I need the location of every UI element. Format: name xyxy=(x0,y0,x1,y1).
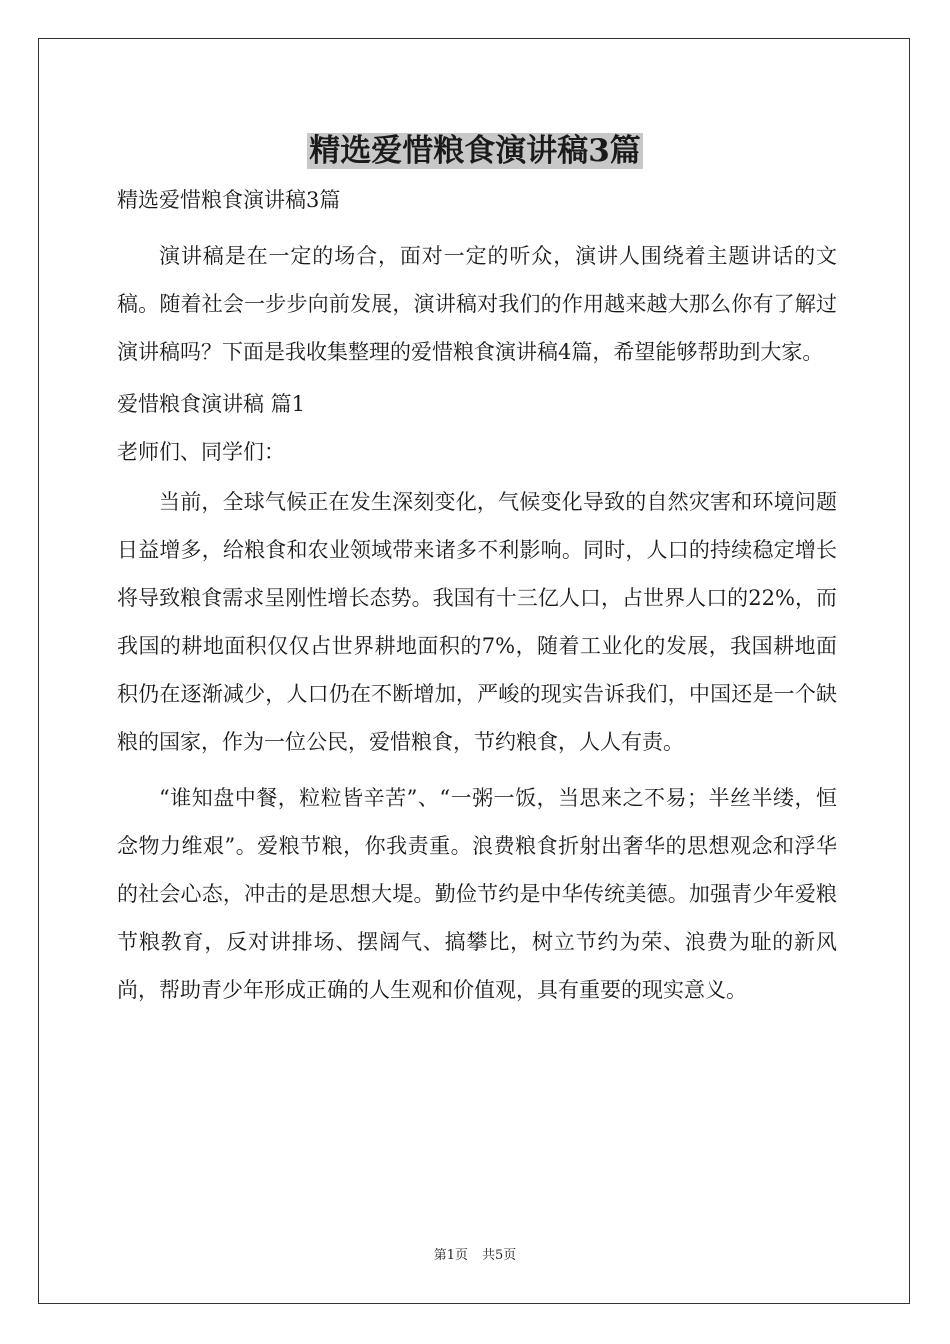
page-footer xyxy=(0,1246,950,1266)
intro-paragraph: 演讲稿是在一定的场合，面对一定的听众，演讲人围绕着主题讲话的文稿。随着社会一步步向前发展，演讲稿对我们的作用越来越大那么你有了解过演讲稿吗？下面是我收集整理的爱惜粮食演讲稿4篇，希望能够帮助到大家。 xyxy=(117,244,837,364)
page-number: 第1页 xyxy=(433,1248,468,1263)
body-paragraph-2: “谁知盘中餐，粒粒皆辛苦”、“一粥一饭，当思来之不易；半丝半缕，恒念物力维艰”。爱粮节粮，你我责重。浪费粮食折射出奢华的思想观念和浮华的社会心态，冲击的是思想大堤。勤俭节约是中华传统美德。加强青少年爱粮节粮教育，反对讲排场、摆阔气、搞攀比，树立节约为荣、浪费为耻的新风尚，帮助青少年形成正确的人生观和价值观，具有重要的现实意义。 xyxy=(117,786,837,1002)
page-total: 共5页 xyxy=(482,1248,517,1263)
document-title-text: 精选爱惜粮食演讲稿3篇 xyxy=(309,133,641,169)
document-title xyxy=(0,126,950,176)
section-heading: 爱惜粮食演讲稿 篇1 xyxy=(117,392,306,416)
document-subtitle: 精选爱惜粮食演讲稿3篇 xyxy=(117,188,341,212)
document-body xyxy=(117,176,837,1014)
body-paragraph-1: 当前，全球气候正在发生深刻变化，气候变化导致的自然灾害和环境问题日益增多，给粮食和农业领域带来诸多不利影响。同时，人口的持续稳定增长将导致粮食需求呈刚性增长态势。我国有十三亿人口，占世界人口的22%，而我国的耕地面积仅仅占世界耕地面积的7%，随着工业化的发展，我国耕地面积仍在逐渐减少，人口仍在不断增加，严峻的现实告诉我们，中国还是一个缺粮的国家，作为一位公民，爱惜粮食，节约粮食，人人有责。 xyxy=(117,490,837,754)
greeting: 老师们、同学们： xyxy=(117,440,285,464)
